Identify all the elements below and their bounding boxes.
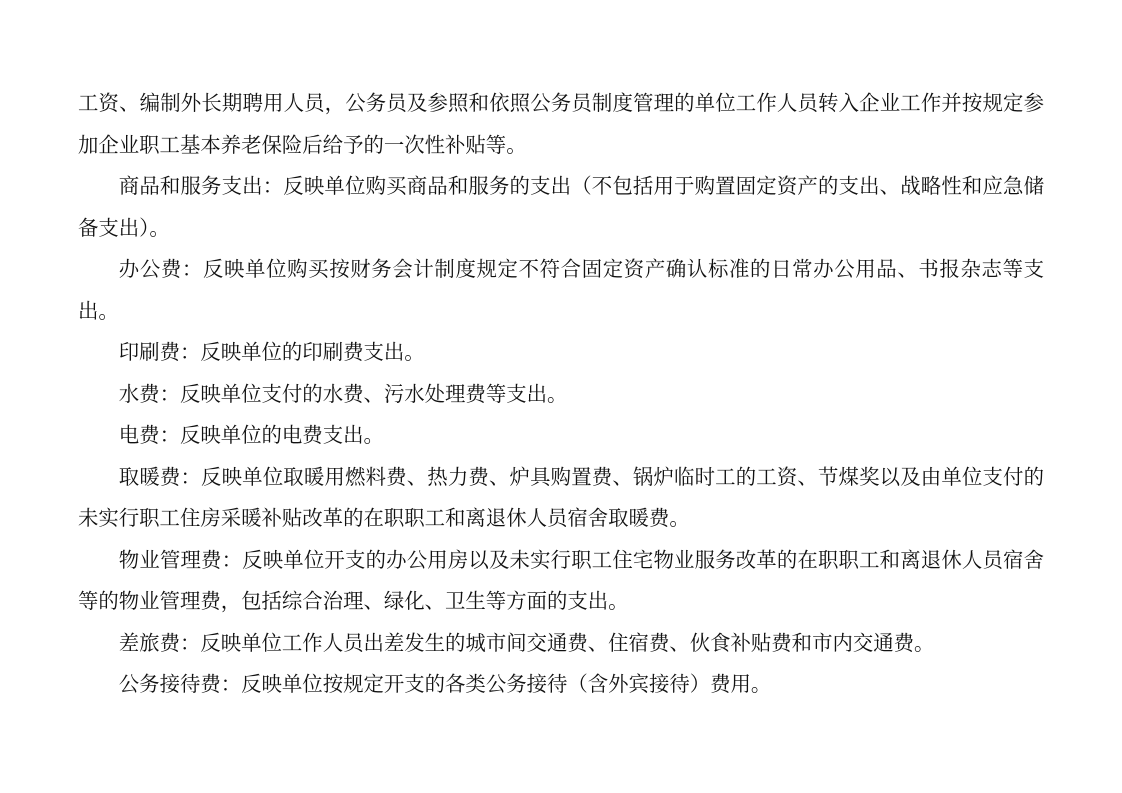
paragraph-travel-expense: 差旅费：反映单位工作人员出差发生的城市间交通费、住宿费、伙食补贴费和市内交通费。 <box>118 630 935 655</box>
paragraph-printing-expense: 印刷费：反映单位的印刷费支出。 <box>118 340 425 364</box>
paragraph-property-management: 物业管理费：反映单位开支的办公用房以及未实行职工住宅物业服务改革的在职职工和离退休人员宿舍等的物业管理费，包括综合治理、绿化、卫生等方面的支出。 <box>78 547 1044 613</box>
paragraph-goods-services: 商品和服务支出：反映单位购买商品和服务的支出（不包括用于购置固定资产的支出、战略性和应急储备支出）。 <box>78 174 1044 240</box>
paragraph-electricity-expense: 电费：反映单位的电费支出。 <box>118 423 384 447</box>
paragraph-heating-expense: 取暖费：反映单位取暖用燃料费、热力费、炉具购置费、锅炉临时工的工资、节煤奖以及由单位支付的未实行职工住房采暖补贴改革的在职职工和离退休人员宿舍取暖费。 <box>78 464 1044 530</box>
document-page <box>78 83 1044 706</box>
paragraph-water-expense: 水费：反映单位支付的水费、污水处理费等支出。 <box>118 381 568 406</box>
paragraph-pension-subsidy: 工资、编制外长期聘用人员，公务员及参照和依照公务员制度管理的单位工作人员转入企业工作并按规定参加企业职工基本养老保险后给予的一次性补贴等。 <box>78 91 1044 157</box>
paragraph-office-expense: 办公费：反映单位购买按财务会计制度规定不符合固定资产确认标准的日常办公用品、书报杂志等支出。 <box>78 257 1044 323</box>
paragraph-reception-expense: 公务接待费：反映单位按规定开支的各类公务接待（含外宾接待）费用。 <box>118 672 772 696</box>
